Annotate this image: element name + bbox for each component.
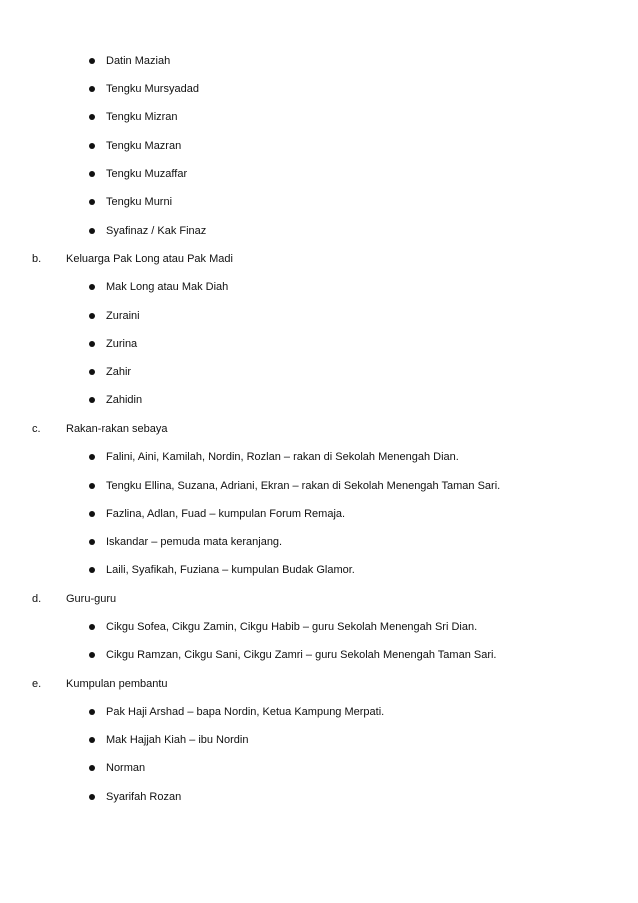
bullet-icon — [89, 143, 95, 149]
bullet-icon — [89, 341, 95, 347]
section-letter: e. — [32, 678, 42, 690]
bullet-icon — [89, 313, 95, 319]
section-title: Keluarga Pak Long atau Pak Madi — [66, 253, 233, 265]
bullet-icon — [89, 539, 95, 545]
bullet-icon — [89, 228, 95, 234]
bullet-icon — [89, 369, 95, 375]
bullet-icon — [89, 199, 95, 205]
bullet-icon — [89, 652, 95, 658]
bullet-icon — [89, 171, 95, 177]
section-title: Guru-guru — [66, 593, 117, 605]
bullet-icon — [89, 624, 95, 630]
section-letter: b. — [32, 253, 42, 265]
section-letter: c. — [32, 423, 41, 435]
section-title: Rakan-rakan sebaya — [66, 423, 168, 435]
bullet-icon — [89, 567, 95, 573]
bullet-icon — [89, 483, 95, 489]
bullet-icon — [89, 511, 95, 517]
bullet-icon — [89, 86, 95, 92]
bullet-icon — [89, 765, 95, 771]
section-title: Kumpulan pembantu — [66, 678, 168, 690]
section-letter: d. — [32, 593, 42, 605]
bullet-icon — [89, 58, 95, 64]
bullet-icon — [89, 709, 95, 715]
bullet-icon — [89, 737, 95, 743]
bullet-icon — [89, 794, 95, 800]
bullet-icon — [89, 454, 95, 460]
bullet-icon — [89, 284, 95, 290]
bullet-icon — [89, 114, 95, 120]
bullet-icon — [89, 397, 95, 403]
document-page: Datin Maziah Tengku Mursyadad Tengku Mizran Tengku Mazran Tengku Muzaffar Tengku Murni Syafinaz / Kak Finaz b. Keluarga Pak Long atau Pak Madi Mak Long atau Mak Diah Zuraini Zurina Zahir Zahidin c. Rakan-rakan sebaya Falini, Aini, Kamilah, Nordin, Rozlan – rakan di Sekolah Menengah Dian. Tengku Ellina, Suzana, Adriani, Ekran – rakan di Sekolah Menengah Taman Sari. Fazlina, Adlan, Fuad – kumpulan Forum Remaja. Iskandar – pemuda mata keranjang. Laili, Syafikah, Fuziana – kumpulan Budak Glamor. d. Guru-guru Cikgu Sofea, Cikgu Zamin, Cikgu Habib – guru Sekolah Menengah Sri Dian. Cikgu Ramzan, Cikgu Sani, Cikgu Zamri – guru Sekolah Menengah Taman Sari. e. Kumpulan pembantu Pak Haji Arshad – bapa Nordin, Ketua Kampung Merpati. Mak Hajjah Kiah – ibu Nordin Norman Syarifah Rozan — [32, 55, 501, 803]
